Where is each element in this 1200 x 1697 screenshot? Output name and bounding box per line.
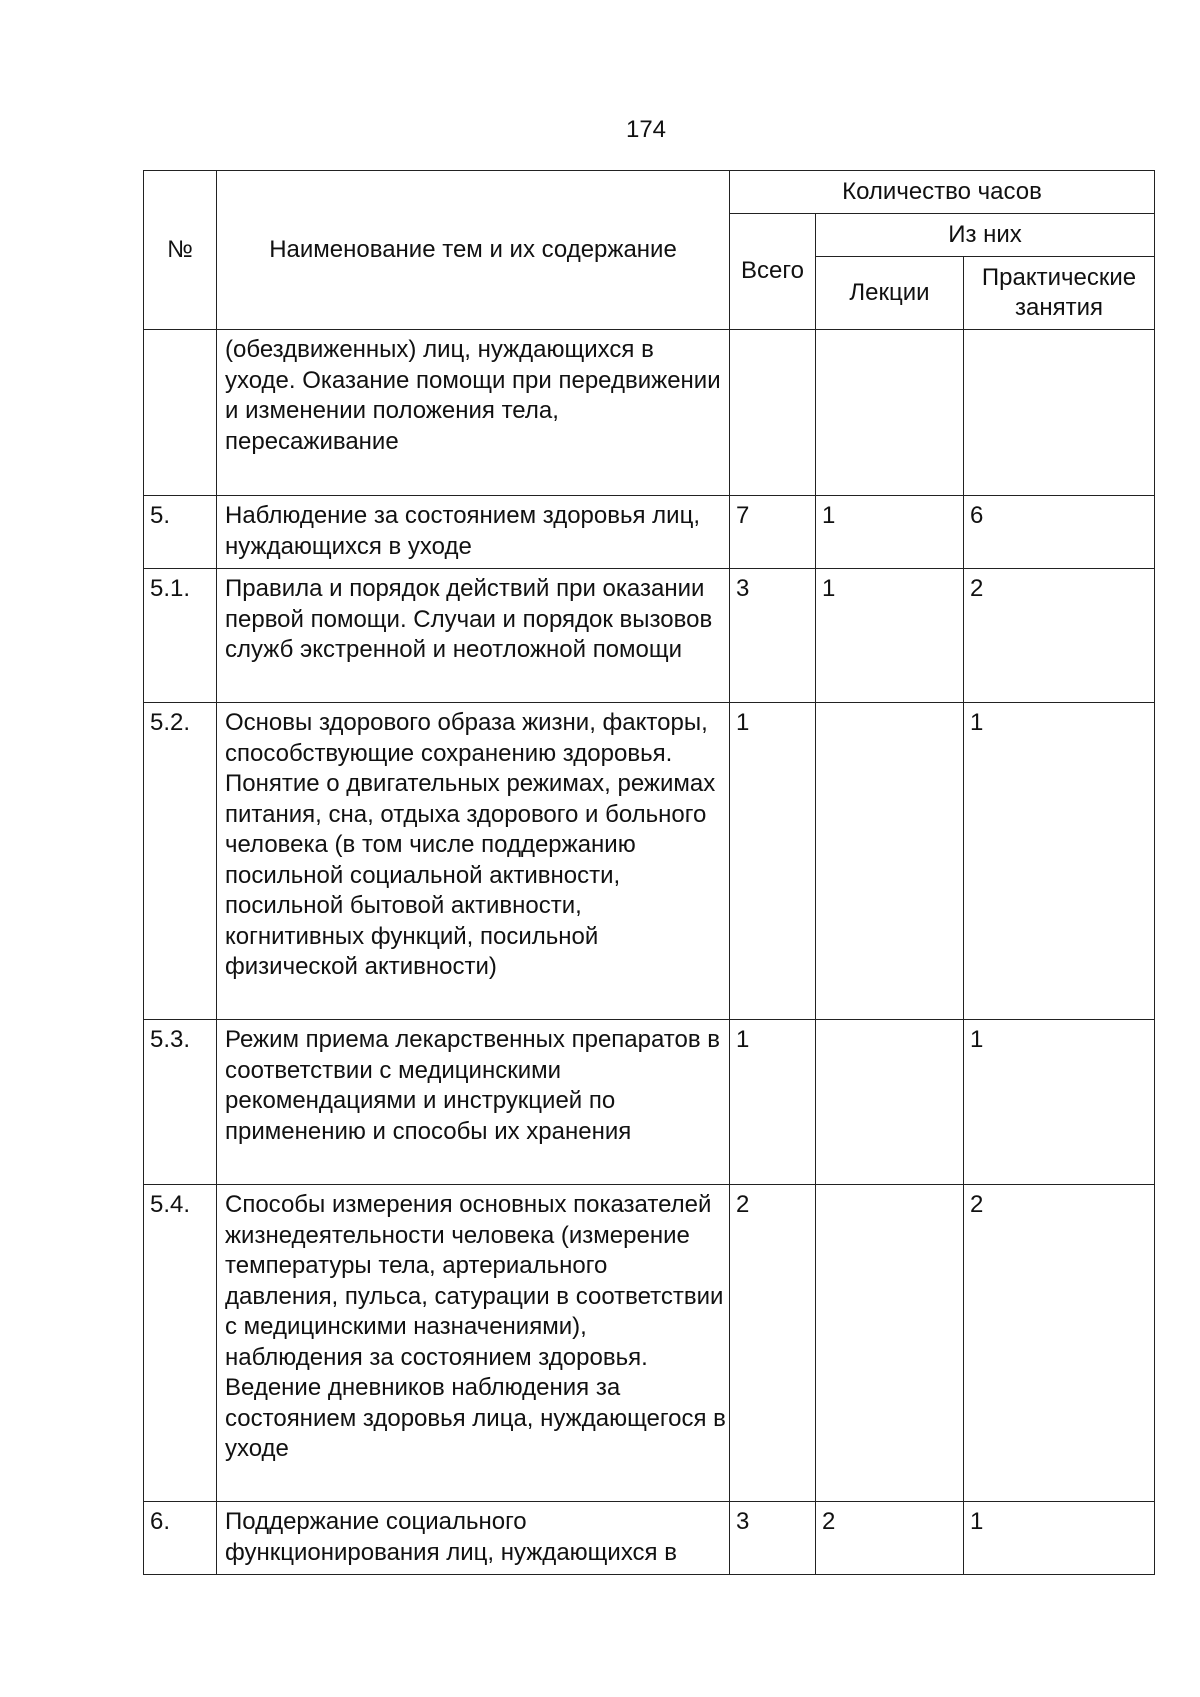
header-name: Наименование тем и их содержание xyxy=(217,171,730,330)
row-num: 5.2. xyxy=(144,703,217,1020)
header-practical: Практические занятия xyxy=(964,257,1155,330)
header-total: Всего xyxy=(730,214,816,330)
table-row xyxy=(144,569,1155,703)
curriculum-table xyxy=(143,170,1155,1575)
row-practical xyxy=(964,330,1155,496)
row-total: 7 xyxy=(730,496,816,569)
row-name: Способы измерения основных показателей жизнедеятельности человека (измерение температуры тела, артериального давления, пульса, сатурации в соответствии с медицинскими назначениями), наблюдения за состоянием здоровья. Ведение дневников наблюдения за состоянием здоровья лица, нуждающегося в уходе xyxy=(217,1185,730,1502)
row-lectures: 2 xyxy=(816,1502,964,1575)
row-lectures: 1 xyxy=(816,496,964,569)
table-header xyxy=(144,171,1155,330)
row-num: 5.3. xyxy=(144,1020,217,1185)
row-practical: 2 xyxy=(964,569,1155,703)
row-practical: 1 xyxy=(964,703,1155,1020)
row-num xyxy=(144,330,217,496)
table-row xyxy=(144,1185,1155,1502)
row-lectures xyxy=(816,1020,964,1185)
row-total: 3 xyxy=(730,569,816,703)
row-name: (обездвиженных) лиц, нуждающихся в уходе. Оказание помощи при передвижении и изменении положения тела, пересаживание xyxy=(217,330,730,496)
row-total xyxy=(730,330,816,496)
table-row xyxy=(144,330,1155,496)
row-lectures xyxy=(816,1185,964,1502)
table-row xyxy=(144,1502,1155,1575)
page-number: 174 xyxy=(625,116,667,143)
row-practical: 6 xyxy=(964,496,1155,569)
row-lectures: 1 xyxy=(816,569,964,703)
row-num: 5.1. xyxy=(144,569,217,703)
row-name: Наблюдение за состоянием здоровья лиц, нуждающихся в уходе xyxy=(217,496,730,569)
row-total: 2 xyxy=(730,1185,816,1502)
row-total: 1 xyxy=(730,1020,816,1185)
row-total: 1 xyxy=(730,703,816,1020)
table-row xyxy=(144,496,1155,569)
row-lectures xyxy=(816,703,964,1020)
table-row xyxy=(144,703,1155,1020)
table-row xyxy=(144,1020,1155,1185)
row-total: 3 xyxy=(730,1502,816,1575)
header-num: № xyxy=(144,171,217,330)
row-num: 6. xyxy=(144,1502,217,1575)
row-num: 5. xyxy=(144,496,217,569)
header-of-which: Из них xyxy=(816,214,1155,257)
row-lectures xyxy=(816,330,964,496)
row-practical: 1 xyxy=(964,1020,1155,1185)
row-practical: 1 xyxy=(964,1502,1155,1575)
row-name: Основы здорового образа жизни, факторы, способствующие сохранению здоровья. Понятие о двигательных режимах, режимах питания, сна, отдыха здорового и больного человека (в том числе поддержанию посильной социальной активности, посильной бытовой активности, когнитивных функций, посильной физической активности) xyxy=(217,703,730,1020)
row-name: Режим приема лекарственных препаратов в соответствии с медицинскими рекомендациями и инструкцией по применению и способы их хранения xyxy=(217,1020,730,1185)
header-lectures: Лекции xyxy=(816,257,964,330)
row-num: 5.4. xyxy=(144,1185,217,1502)
row-practical: 2 xyxy=(964,1185,1155,1502)
row-name: Поддержание социального функционирования лиц, нуждающихся в xyxy=(217,1502,730,1575)
header-hours: Количество часов xyxy=(730,171,1155,214)
row-name: Правила и порядок действий при оказании первой помощи. Случаи и порядок вызовов служб экстренной и неотложной помощи xyxy=(217,569,730,703)
